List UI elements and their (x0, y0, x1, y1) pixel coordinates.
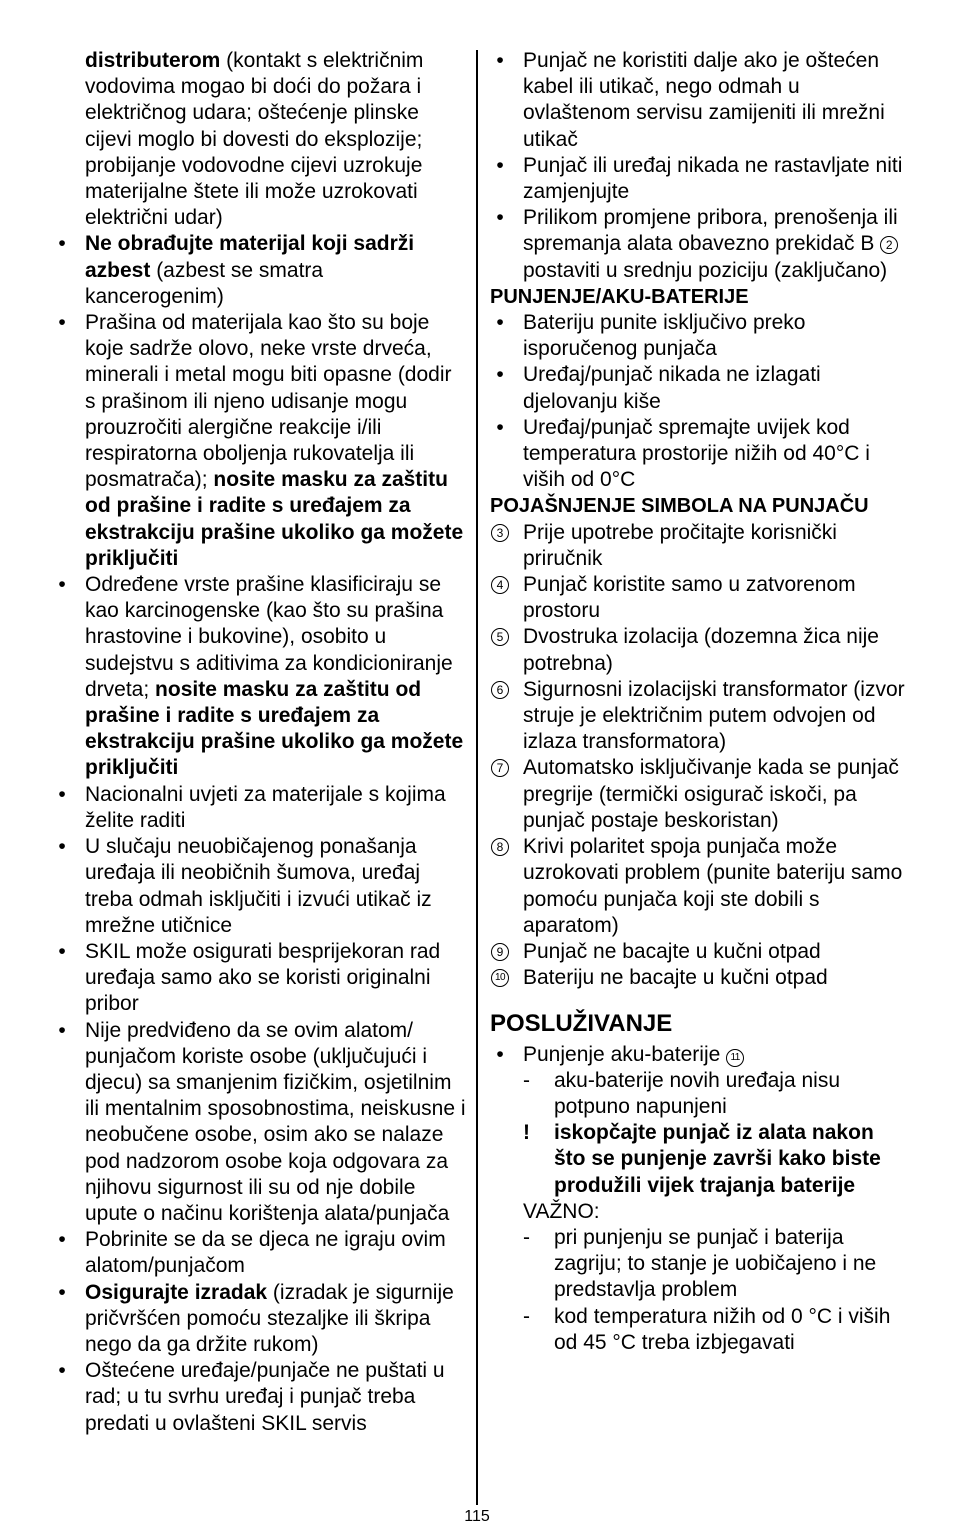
item-text: Punjač ne koristiti dalje ako je oštećen kabel ili utikač, nego odmah u ovlaštenom servisu zamijeniti ili mrežni utikač (523, 49, 885, 151)
item-text: Oštećene uređaje/punjače ne puštati u rad; u tu svrhu uređaj i punjač treba predati u ovlašteni SKIL servis (85, 1359, 445, 1435)
item-text: SKIL može osigurati besprijekoran rad uređaja samo ako se koristi originalni pribor (85, 939, 441, 1016)
bullet: • (58, 939, 66, 963)
item-bold-text: nosite masku za zaštitu od prašine i radite s uređajem za ekstrakciju prašine ukoliko ga možete priključiti (85, 468, 464, 570)
sub-item-text: kod temperatura nižih od 0 °C i viših od 45 °C treba izbjegavati (554, 1304, 891, 1354)
bullet: • (496, 49, 504, 72)
circled-number-7-icon: 7 (491, 759, 509, 777)
symbol-item (490, 520, 910, 572)
list-item (52, 1358, 466, 1437)
bullet: • (58, 1280, 66, 1304)
circled-number-4-icon: 4 (491, 576, 509, 594)
list-item (52, 572, 466, 782)
item-text: U slučaju neuobičajenog ponašanja uređaja ili neobičnih šumova, uređaj treba odmah isključiti i izvući utikač iz mrežne utičnice (85, 835, 432, 937)
list-item-charging-battery (490, 1042, 910, 1068)
right-column (490, 48, 910, 1356)
circled-number-11: 11 (726, 1049, 744, 1067)
item-text: Nacionalni uvjeti za materijale s kojima želite raditi (85, 782, 446, 832)
item-text: Pobrinite se da se djeca ne igraju ovim alatom/punjačom (85, 1228, 446, 1278)
bullet: • (496, 206, 504, 230)
heading-symbols: POJAŠNJENJE SIMBOLA NA PUNJAČU (490, 495, 869, 518)
symbol-item (490, 572, 910, 624)
dash-marker: - (523, 1304, 530, 1328)
item-text: Uređaj/punjač spremajte uvijek kod temperatura prostorije nižih od 40°C i viših od 0°C (523, 415, 870, 492)
column-divider (476, 50, 478, 1505)
item-text: Nije predviđeno da se ovim alatom/ punjačom koriste osobe (uključujući i djecu) sa smanjenim fizičkim, osjetilnim ili mentalnim sposobnostima, neiskusne i neobučene osobe, osim ako se nalaze pod nadzorom osobe koja odgovara za njihovu sigurnost ili su od nje dobile upute o načinu korištenja alata/punjača (85, 1018, 466, 1225)
intro-text: (kontakt s električnim vodovima mogao bi doći do požara i električnog udara; oštećenje plinske cijevi moglo bi dovesti do eksplozije; probijanje vodovodne cijevi uzrokuje materijalne štete ili može uzrokovati električni udar) (85, 49, 424, 230)
list-item (490, 48, 910, 153)
circled-number-8-icon: 8 (491, 838, 509, 856)
heading-charging: PUNJENJE/AKU-BATERIJE (490, 285, 749, 308)
left-bullet-list (52, 231, 466, 1436)
symbol-text: Automatsko isključivanje kada se punjač pregrije (termički osigurač iskoči, pa punjač postaje beskoristan) (523, 756, 899, 832)
dash-marker: - (523, 1068, 530, 1092)
bullet: • (58, 1018, 66, 1042)
warning-text: iskopčajte punjač iz alata nakon što se punjenje završi kako biste produžili vijek trajanja baterije (554, 1121, 881, 1197)
item-text: Punjač ili uređaj nikada ne rastavljate niti zamjenjujte (523, 153, 903, 204)
dash-marker: - (523, 1225, 530, 1249)
bullet: • (58, 311, 66, 335)
right-bullet-list (490, 48, 910, 205)
list-item (490, 415, 910, 494)
op-item-text: Punjenje aku-baterije (523, 1042, 727, 1066)
symbol-item (490, 755, 910, 834)
sub-item (490, 1225, 910, 1304)
item-text: Određene vrste prašine klasificiraju se kao karcinogenske (kao što su prašina hrastovine i bukovine), osobito u sudejstvu s aditivima za kondicioniranje drveta; (85, 573, 453, 701)
item-text: (azbest se smatra kancerogenim) (85, 258, 324, 308)
circled-number-5-icon: 5 (491, 628, 509, 646)
bullet: • (58, 1228, 66, 1252)
page-number: 115 (464, 1508, 490, 1525)
bullet: • (58, 835, 66, 859)
charging-list (490, 310, 910, 493)
bullet: • (58, 232, 66, 256)
symbol-text: Sigurnosni izolacijski transformator (izvor struje je električnim putem odvojen od izlaza transformatora) (523, 677, 905, 754)
left-column (52, 48, 466, 1437)
symbol-item (490, 624, 910, 676)
symbol-text: Punjač koristite samo u zatvorenom prostoru (523, 573, 856, 623)
item-bold-text: nosite masku za zaštitu od prašine i radite s uređajem za ekstrakciju prašine ukoliko ga možete priključiti (85, 677, 464, 780)
sub-item-text: pri punjenju se punjač i baterija zagriju; to stanje je uobičajeno i ne predstavlja problem (554, 1225, 877, 1302)
important-label: VAŽNO: (523, 1199, 600, 1223)
symbol-text: Krivi polaritet spoja punjača može uzrokovati problem (punite bateriju samo pomoću punjača koji ste dobili s aparatom) (523, 835, 903, 937)
circled-number-10-icon: 10 (491, 969, 509, 987)
warning-item (490, 1120, 910, 1199)
symbol-item (490, 965, 910, 991)
item-bold-text: Ne obrađujte materijal koji sadrži azbest (85, 232, 415, 282)
circled-number-3-icon: 3 (491, 524, 509, 542)
list-item (52, 1280, 466, 1359)
list-item (52, 1018, 466, 1228)
heading-operation: POSLUŽIVANJE (490, 1010, 673, 1038)
list-item (52, 939, 466, 1018)
bullet: • (58, 573, 66, 597)
exclamation-icon: ! (523, 1121, 530, 1145)
switch-text-a: Prilikom promjene pribora, prenošenja ili spremanja alata obavezno prekidač B (523, 206, 898, 256)
intro-bold: distributerom (85, 49, 221, 72)
intro-paragraph (52, 48, 466, 231)
sub-item (490, 1068, 910, 1120)
symbol-text: Prije upotrebe pročitajte korisnički priručnik (523, 520, 837, 570)
item-text: Uređaj/punjač nikada ne izlagati djelovanju kiše (523, 363, 821, 413)
bullet: • (496, 1042, 504, 1066)
circled-number-6-icon: 6 (491, 681, 509, 699)
bullet: • (496, 153, 504, 177)
list-item (490, 153, 910, 205)
sub-item (490, 1304, 910, 1356)
sub-item-text: aku-baterije novih uređaja nisu potpuno napunjeni (554, 1068, 841, 1118)
list-item (490, 310, 910, 362)
circled-number-2: 2 (880, 236, 898, 254)
list-item (52, 231, 466, 310)
list-item (490, 362, 910, 414)
list-item-switch (490, 205, 910, 284)
bullet: • (58, 782, 66, 806)
item-bold-text: Osigurajte izradak (85, 1280, 268, 1304)
switch-text-b: postaviti u srednju poziciju (zaključano) (523, 258, 888, 282)
symbol-text: Punjač ne bacajte u kučni otpad (523, 939, 821, 963)
list-item (52, 782, 466, 834)
symbol-text: Bateriju ne bacajte u kučni otpad (523, 966, 828, 990)
symbol-item (490, 677, 910, 756)
item-text: (izradak je sigurnije pričvršćen pomoću stezaljke ili škripa nego da ga držite rukom) (85, 1280, 454, 1356)
item-text: Bateriju punite isključivo preko isporučenog punjača (523, 311, 806, 361)
bullet: • (496, 311, 504, 335)
bullet: • (58, 1359, 66, 1383)
symbol-item (490, 834, 910, 939)
bullet: • (496, 363, 504, 387)
item-text: Prašina od materijala kao što su boje koje sadrže olovo, neke vrste drveća, minerali i metal mogu biti opasne (dodir s prašinom ili njeno udisanje mogu prouzročiti alergične reakcije i/ili respiratorna oboljenja rukovatelja ili posmatrača); (85, 311, 452, 492)
symbols-list (490, 520, 910, 992)
list-item (52, 1227, 466, 1279)
symbol-text: Dvostruka izolacija (dozemna žica nije potrebna) (523, 625, 879, 675)
list-item (52, 310, 466, 572)
bullet: • (496, 415, 504, 439)
list-item (52, 834, 466, 939)
symbol-item (490, 939, 910, 965)
circled-number-9-icon: 9 (491, 943, 509, 961)
